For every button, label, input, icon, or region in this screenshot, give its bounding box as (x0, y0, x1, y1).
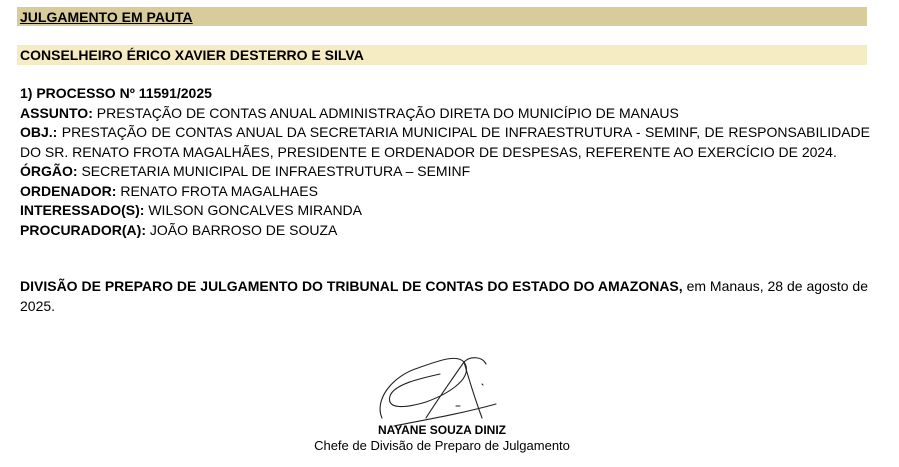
object-label: OBJ.: (20, 124, 58, 140)
section-title: JULGAMENTO EM PAUTA (20, 9, 193, 25)
interested-value: WILSON GONCALVES MIRANDA (144, 202, 363, 218)
object-value: PRESTAÇÃO DE CONTAS ANUAL DA SECRETARIA MUNICIPAL DE INFRAESTRUTURA - SEMINF, DE RESPONSABILIDADE DO SR. RENATO FROTA MAGALHÃES, PRESIDENTE E ORDENADOR DE DESPESAS, REFERENTE AO EXERCÍCIO DE 2024. (20, 124, 870, 160)
attorney-line (20, 221, 870, 241)
attorney-value: JOÃO BARROSO DE SOUZA (146, 221, 338, 238)
signer-role: Chefe de Divisão de Preparo de Julgamento (314, 438, 570, 453)
interested-line (20, 201, 870, 221)
attorney-label: PROCURADOR(A): (20, 221, 146, 238)
subject-label: ASSUNTO: (20, 104, 93, 121)
subject-value: PRESTAÇÃO DE CONTAS ANUAL ADMINISTRAÇÃO DIRETA DO MUNICÍPIO DE MANAUS (92, 104, 679, 121)
place-and-date: em Manaus, 28 de agosto de 2025. (20, 278, 868, 314)
signer-name: NAYANE SOUZA DINIZ (377, 423, 507, 437)
orderer-label: ORDENADOR: (20, 182, 117, 199)
council-member-name: CONSELHEIRO ÉRICO XAVIER DESTERRO E SILVA (20, 47, 364, 63)
orderer-value: RENATO FROTA MAGALHAES (116, 182, 318, 199)
organ-value: SECRETARIA MUNICIPAL DE INFRAESTRUTURA – SEMINF (77, 163, 471, 179)
council-member-bar (17, 45, 867, 65)
process-block (20, 84, 870, 240)
organ-line (20, 162, 870, 182)
interested-label: INTERESSADO(S): (20, 202, 145, 218)
orderer-line (20, 182, 870, 202)
object-line (20, 123, 870, 162)
organ-label: ÓRGÃO: (20, 163, 78, 179)
division-name: DIVISÃO DE PREPARO DE JULGAMENTO DO TRIBUNAL DE CONTAS DO ESTADO DO AMAZONAS, (20, 278, 683, 294)
issuing-division-paragraph (20, 277, 868, 316)
section-title-bar (17, 7, 867, 26)
subject-line (20, 104, 870, 124)
process-heading: 1) PROCESSO Nº 11591/2025 (20, 85, 212, 101)
